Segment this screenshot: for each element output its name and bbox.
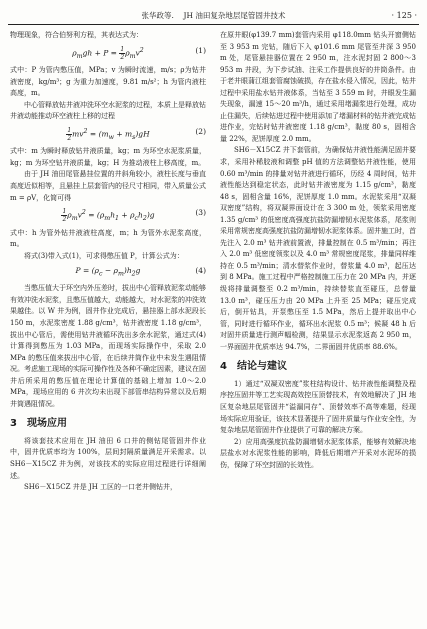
eq-number: (4) bbox=[195, 266, 206, 276]
para: 中心管释放钻井液冲洗环空水泥浆的过程，本质上是释放钻井液动能推动环空液柱上移的过程 bbox=[10, 100, 206, 121]
para: 将该套技术应用在 JH 油田 6 口井的侧钻尾管固井作业中，固井优质率均为 100%，层间封隔质量满足开采需求。以 SH6－X15CZ 井为例，对该技术的实际应用过程进行详细阐述。 bbox=[10, 436, 206, 480]
equation-4: $P = (\rho_c - \rho_m)h_2g$ (4) bbox=[75, 266, 206, 278]
page-header bbox=[8, 8, 419, 24]
right-column bbox=[220, 30, 416, 471]
para: 当憋压值大于环空内外压差时，拔出中心管释放泥浆动能够有效冲洗水泥浆，且憋压值越大，动能越大，对水泥浆的冲洗效果越佳。以 W 井为例，固井作业完成后，悬挂器上部水泥段长 150 m，水泥浆密度 1.88 g/cm³，钻井液密度 1.18 g/cm³，拔出中心管后，需使用钻井液循环洗出多余水泥浆，通过式(4)计算得到憋压为 1.03 MPa，而现场实际操作中，采取 2.0 MPa 的憋压值来拔出中心管，在后续井筒作业中未发生遇阻情况。考虑施工现场的实际可操作性及各种不确定因素，建议在固井后所采用的憋压值在理论计算值的基础上增加 1.0～2.0 MPa，现场应用的 6 井次均未出现下部管串结构异常以及后期井筒遇阻情况。 bbox=[10, 284, 206, 408]
para: 由于 JH 油田尾管悬挂位置的井斜角较小，液柱长度与垂直高度近似相等，且悬挂上层套管内的径尺寸相同，带入质量公式 m = ρV，化简可得 bbox=[10, 170, 206, 202]
para: 1）通过“双凝双密度”浆柱结构设计、钻井液性能调整及程序控压固井等工艺实现高效控压顶替技术，有效地解决了 JH 地区复杂地层尾管固井“溢漏同存”、顶替效率不高等难题，经现场实际应用验证，该技术显著提升了固井质量与作业安全性，为复杂地层尾管固井作业提供了可靠的解决方案。 bbox=[220, 379, 416, 435]
equation-2: $\frac{1}{2}mv^2 = (m_w + m_s)gH$ (2) bbox=[67, 126, 206, 142]
eq-number: (3) bbox=[195, 208, 206, 218]
left-column bbox=[10, 30, 206, 494]
equation-3: $\frac{1}{2}\rho_mv^2 = (\rho_mh_1 + \rho_ch_2)g$ (3) bbox=[62, 208, 206, 224]
para-text: 为钻井液密度，kg/m³；g 为重力加速度，9.81 m/s²；h 为管内液柱高度，m。 bbox=[10, 66, 207, 98]
para-text: 式中：P 为管内憋压值，MPa；v 为瞬时流速，m/s；ρ bbox=[10, 66, 185, 75]
para: 式中：h 为管外钻井液液柱高度，m；h 为管外水泥浆高度，m。 bbox=[10, 228, 206, 249]
section-heading: 3 现场应用 bbox=[10, 418, 67, 430]
eq-number: (2) bbox=[195, 126, 206, 136]
para: SH6－X15CZ 井下套管前，为确保钻井液性能满足固井要求，采用补稀胶液和调整 pH 值的方法调整钻井液性能，使用 0.60 m³/min 的排量对钻井液进行循环，历经 4 周时间，钻井液性能达到稳定状态，此时钻井液密度为 1.15 g/cm³，黏度 48 s，固相含量 16%，泥饼厚度 1.0 mm。水泥浆采用“双凝双密度”结构，将双凝界面设计在 3 300 m 处，领浆采用密度 1.35 g/cm³ 的低密度高强度抗盐防漏增韧水泥浆体系，尾浆则采用常规密度高强度抗盐防漏增韧水泥浆体系。固井施工时，首先注入 2.0 m³ 钻井液前置液，排量控制在 0.5 m³/min；再注入 2.0 m³ 低密度领浆以及 4.0 m³ 常规密度尾浆，排量同样维持在 0.5 m³/min；清水替浆作业时，替浆量 4.0 m³，起压达到 8 MPa。施工过程中严格控制施工压力在 20 MPa 内，并逐级将排量调整至 0.2 m³/min，持续替浆直至碰压，总替量 13.0 m³，碰压压力由 20 MPa 上升至 25 MPa；碰压完成后，倒开钻具，开泵憋压至 1.5 MPa，然后上提并取出中心管，同时进行循环作业，循环出水泥浆 0.5 m³；候凝 48 h 后对固井质量进行测声幅检测，结果显示水泥浆返高 2 950 m，一界面固井优质率达 94.7%，二界面固井优质率 88.6%。 bbox=[220, 146, 416, 351]
header-authors: 张华政等. bbox=[141, 11, 174, 20]
para bbox=[10, 65, 206, 100]
para: 式中：m 为瞬时释放钻井液质量，kg；m 为环空水泥浆质量，kg；m 为环空钻井液质量，kg；H 为推动液柱上移高度，m。 bbox=[10, 147, 206, 167]
eq-number: (1) bbox=[195, 45, 206, 55]
page-number: · 125 · bbox=[391, 11, 417, 20]
para: 物理现象，符合伯努利方程，其表达式为： bbox=[10, 31, 143, 39]
equation-1: $\rho_mgh + P$ = $\frac{1}{2}\rho_mv^2$ (1) bbox=[72, 45, 206, 61]
header-rule bbox=[8, 24, 419, 25]
para: 2）应用高强度抗盐防漏增韧水泥浆体系，能够有效解决地层盐水对水泥浆性能的影响，降低后期增产开采对水泥环的损伤，保障了环空封固的长效性。 bbox=[220, 437, 416, 469]
section-heading: 4 结论与建议 bbox=[220, 361, 287, 373]
header-title: JH 油田复杂地层尾管固井技术 bbox=[183, 11, 286, 20]
para: SH6－X15CZ 井是 JH 工区的一口老井侧钻井， bbox=[24, 483, 178, 492]
para: 在原井眼(φ139.7 mm)套管内采用 φ118.0mm 钻头开窗侧钻至 3 953 m 完钻，随后下入 φ101.6 mm 尾管至井深 3 950 m 处，尾管悬挂器位置在 2 950 m，注水泥封固 2 800～3 953 m 井段，为下步试油、注采工作提供良好的井筒条件。由于老井眼蒲江组套管腐蚀破损，存在盐水侵入情况，因此，钻井过程中采用盐水钻井液体系，当钻至 3 559 m 时，井眼发生漏失现象，漏速 15～20 m³/h，通过采用堵漏浆进行处理，成功止住漏失，后续钻进过程中使用添加了堵漏材料的钻井液完成钻进作业，完钻时钻井液密度 1.18 g/cm³，黏度 80 s，固相含量 22%，泥饼厚度 2.0 mm。 bbox=[220, 31, 416, 143]
para: 将式(3)带入式(1)，可求得憋压值 P，计算公式为： bbox=[24, 251, 184, 260]
